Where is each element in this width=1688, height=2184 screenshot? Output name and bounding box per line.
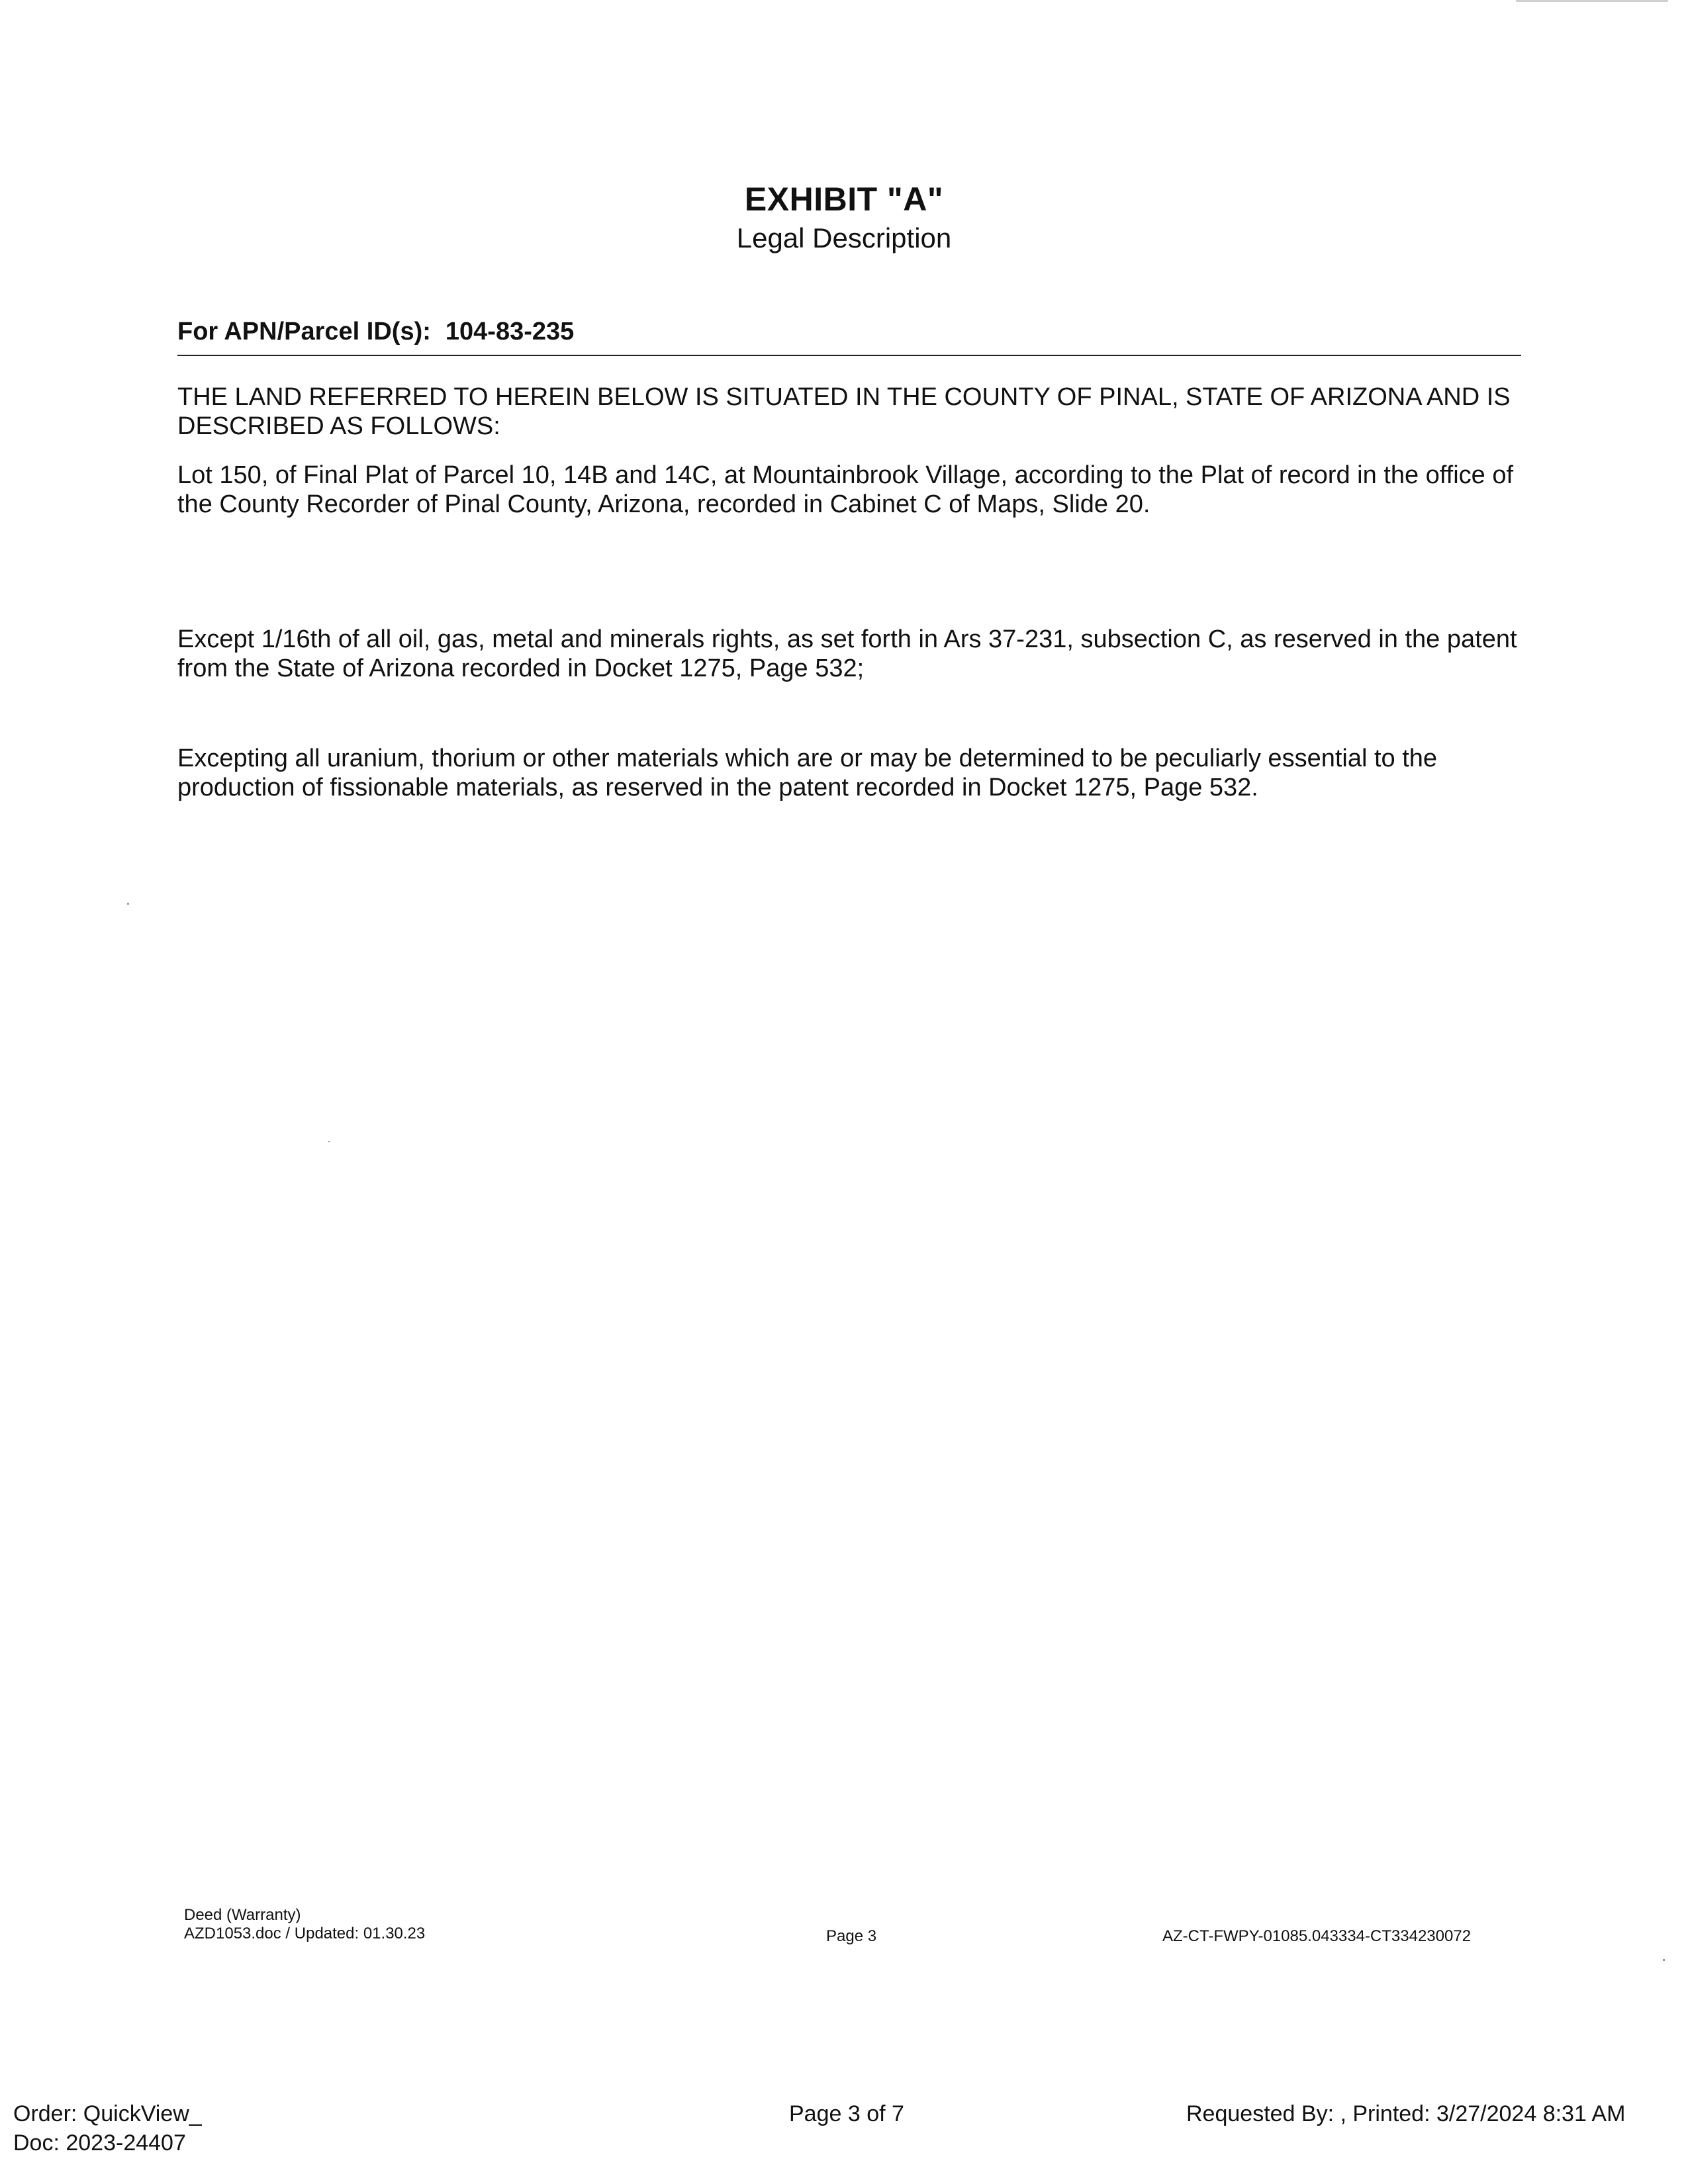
requested-printed: Requested By: , Printed: 3/27/2024 8:31 AM [1186, 2101, 1626, 2126]
apn-row [177, 318, 1521, 356]
order-label: Order: QuickView_ [13, 2101, 202, 2126]
doc-number: Doc: 2023-24407 [13, 2130, 186, 2156]
outer-footer-left [13, 2099, 202, 2158]
scan-speck [1663, 1959, 1665, 1961]
exhibit-title: EXHIBIT "A" [744, 181, 944, 218]
scan-speck [328, 1141, 330, 1142]
apn-value: 104-83-235 [445, 318, 575, 345]
footer-doc-type: Deed (Warranty) [184, 1906, 301, 1924]
apn-label: For APN/Parcel ID(s): [177, 318, 431, 345]
scan-speck [127, 903, 129, 905]
exhibit-subtitle: Legal Description [736, 222, 952, 253]
footer-reference: AZ-CT-FWPY-01085.043334-CT334230072 [1162, 1927, 1472, 1945]
footer-doc-file: AZD1053.doc / Updated: 01.30.23 [184, 1925, 426, 1942]
lot-description-paragraph: Lot 150, of Final Plat of Parcel 10, 14B and 14C, at Mountainbrook Village, according to the Plat of record in the office of the County Recorder of Pinal County, Arizona, recorded in Cabinet C of Maps, Slide 20. [177, 461, 1514, 518]
fissionable-materials-exception-paragraph: Excepting all uranium, thorium or other materials which are or may be determined to be peculiarly essential to the production of fissionable materials, as reserved in the patent recorded in Docket 1275, Page 532. [177, 745, 1438, 801]
page-of-count: Page 3 of 7 [789, 2101, 904, 2126]
situated-paragraph: THE LAND REFERRED TO HEREIN BELOW IS SITUATED IN THE COUNTY OF PINAL, STATE OF ARIZONA AND IS DESCRIBED AS FOLLOWS: [177, 383, 1511, 440]
footer-page: Page 3 [826, 1927, 877, 1945]
scan-edge-line [1516, 0, 1668, 2]
inner-footer-left [184, 1906, 425, 1943]
mineral-rights-exception-paragraph: Except 1/16th of all oil, gas, metal and minerals rights, as set forth in Ars 37-231, subsection C, as reserved in the patent from the State of Arizona recorded in Docket 1275, Page 532; [177, 625, 1517, 682]
